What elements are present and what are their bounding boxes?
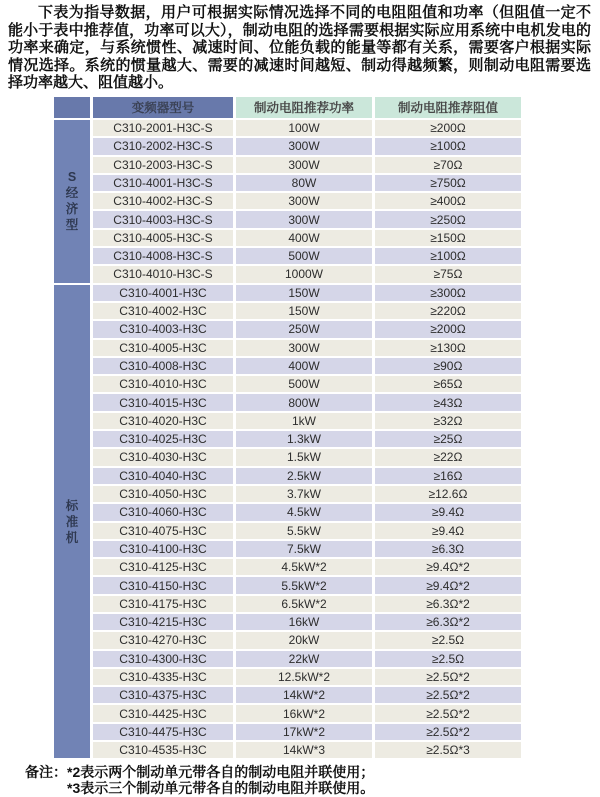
resistance-cell: ≥750Ω <box>375 175 521 191</box>
power-cell: 300W <box>236 138 372 154</box>
table-row <box>54 138 521 154</box>
model-cell: C310-4005-H3C <box>93 340 233 356</box>
model-cell: C310-2001-H3C-S <box>93 120 233 136</box>
model-cell: C310-4040-H3C <box>93 468 233 484</box>
resistance-cell: ≥200Ω <box>375 321 521 337</box>
model-cell: C310-4050-H3C <box>93 486 233 502</box>
resistance-cell: ≥100Ω <box>375 138 521 154</box>
table-row <box>54 449 521 465</box>
model-cell: C310-2002-H3C-S <box>93 138 233 154</box>
power-cell: 300W <box>236 157 372 173</box>
group-label-text: S经济型 <box>65 170 79 233</box>
note-line-1 <box>25 764 600 780</box>
power-cell: 300W <box>236 340 372 356</box>
table-row <box>54 358 521 374</box>
resistance-cell: ≥2.5Ω*2 <box>375 669 521 685</box>
table-row <box>54 687 521 703</box>
table-row <box>54 431 521 447</box>
power-cell: 2.5kW <box>236 468 372 484</box>
power-cell: 3.7kW <box>236 486 372 502</box>
power-cell: 400W <box>236 358 372 374</box>
model-cell: C310-2003-H3C-S <box>93 157 233 173</box>
table-row <box>54 193 521 209</box>
notes <box>25 764 600 796</box>
power-cell: 300W <box>236 211 372 227</box>
table-row <box>54 211 521 227</box>
power-cell: 4.5kW*2 <box>236 559 372 575</box>
table-row <box>54 705 521 721</box>
power-cell: 1kW <box>236 413 372 429</box>
resistance-cell: ≥90Ω <box>375 358 521 374</box>
model-cell: C310-4335-H3C <box>93 669 233 685</box>
resistance-cell: ≥400Ω <box>375 193 521 209</box>
resistance-cell: ≥9.4Ω <box>375 523 521 539</box>
model-cell: C310-4025-H3C <box>93 431 233 447</box>
power-cell: 1000W <box>236 266 372 282</box>
model-cell: C310-4375-H3C <box>93 687 233 703</box>
table-row <box>54 468 521 484</box>
power-cell: 16kW*2 <box>236 705 372 721</box>
column-header-resistance: 制动电阻推荐阻值 <box>375 97 521 118</box>
column-header-model: 变频器型号 <box>93 97 233 118</box>
table-row <box>54 175 521 191</box>
table-row <box>54 321 521 337</box>
model-cell: C310-4001-H3C-S <box>93 175 233 191</box>
power-cell: 16kW <box>236 614 372 630</box>
model-cell: C310-4010-H3C <box>93 376 233 392</box>
power-cell: 300W <box>236 193 372 209</box>
power-cell: 20kW <box>236 632 372 648</box>
power-cell: 100W <box>236 120 372 136</box>
power-cell: 800W <box>236 394 372 410</box>
model-cell: C310-4003-H3C-S <box>93 211 233 227</box>
braking-resistor-table <box>51 95 524 760</box>
resistance-cell: ≥70Ω <box>375 157 521 173</box>
model-cell: C310-4425-H3C <box>93 705 233 721</box>
table-row <box>54 303 521 319</box>
table-row <box>54 523 521 539</box>
table-body <box>54 120 521 758</box>
model-cell: C310-4001-H3C <box>93 285 233 301</box>
intro-paragraph: 下表为指导数据，用户可根据实际情况选择不同的电阻阻值和功率（但阻值一定不能小于表中推荐值，功率可以大），制动电阻的选择需要根据实际应用系统中电机发电的功率来确定，与系统惯性、减速时间、位能负载的能量等都有关系，需要客户根据实际情况选择。系统的惯量越大、需要的减速时间越短、制动得越频繁，则制动电阻需要选择功率越大、阻值越小。 <box>8 4 591 92</box>
resistance-cell: ≥2.5Ω <box>375 632 521 648</box>
column-header-power: 制动电阻推荐功率 <box>236 97 372 118</box>
table-row <box>54 669 521 685</box>
model-cell: C310-4300-H3C <box>93 651 233 667</box>
table-row <box>54 614 521 630</box>
resistance-cell: ≥12.6Ω <box>375 486 521 502</box>
resistance-cell: ≥150Ω <box>375 230 521 246</box>
table-header <box>54 97 521 118</box>
table-row <box>54 413 521 429</box>
table-row <box>54 157 521 173</box>
power-cell: 150W <box>236 285 372 301</box>
table-row <box>54 577 521 593</box>
table-row <box>54 724 521 740</box>
table-row <box>54 230 521 246</box>
power-cell: 400W <box>236 230 372 246</box>
power-cell: 4.5kW <box>236 504 372 520</box>
note-text-1: *2表示两个制动单元带各自的制动电阻并联使用； <box>67 764 375 781</box>
table-row <box>54 559 521 575</box>
table-row <box>54 376 521 392</box>
resistance-cell: ≥220Ω <box>375 303 521 319</box>
resistance-cell: ≥43Ω <box>375 394 521 410</box>
resistance-cell: ≥2.5Ω*2 <box>375 705 521 721</box>
power-cell: 150W <box>236 303 372 319</box>
resistance-cell: ≥250Ω <box>375 211 521 227</box>
power-cell: 1.5kW <box>236 449 372 465</box>
table-row <box>54 596 521 612</box>
resistance-cell: ≥2.5Ω*2 <box>375 724 521 740</box>
power-cell: 1.3kW <box>236 431 372 447</box>
group-label-text: 标准机 <box>65 498 79 545</box>
resistance-cell: ≥130Ω <box>375 340 521 356</box>
table-row <box>54 120 521 136</box>
resistance-cell: ≥25Ω <box>375 431 521 447</box>
resistance-cell: ≥2.5Ω*2 <box>375 687 521 703</box>
table-row <box>54 504 521 520</box>
resistance-cell: ≥22Ω <box>375 449 521 465</box>
resistance-cell: ≥2.5Ω*3 <box>375 742 521 758</box>
model-cell: C310-4075-H3C <box>93 523 233 539</box>
model-cell: C310-4100-H3C <box>93 541 233 557</box>
resistance-cell: ≥200Ω <box>375 120 521 136</box>
resistance-cell: ≥75Ω <box>375 266 521 282</box>
table-row <box>54 340 521 356</box>
table-row <box>54 266 521 282</box>
model-cell: C310-4535-H3C <box>93 742 233 758</box>
resistance-cell: ≥2.5Ω <box>375 651 521 667</box>
resistance-cell: ≥6.3Ω*2 <box>375 596 521 612</box>
table-row <box>54 632 521 648</box>
model-cell: C310-4020-H3C <box>93 413 233 429</box>
resistance-cell: ≥9.4Ω*2 <box>375 577 521 593</box>
power-cell: 80W <box>236 175 372 191</box>
table-row <box>54 248 521 264</box>
notes-prefix: 备注： <box>25 764 67 781</box>
power-cell: 7.5kW <box>236 541 372 557</box>
model-cell: C310-4010-H3C-S <box>93 266 233 282</box>
model-cell: C310-4008-H3C-S <box>93 248 233 264</box>
table-row <box>54 742 521 758</box>
resistance-cell: ≥16Ω <box>375 468 521 484</box>
note-line-2: *3表示三个制动单元带各自的制动电阻并联使用。 <box>67 780 375 797</box>
power-cell: 500W <box>236 248 372 264</box>
power-cell: 5.5kW <box>236 523 372 539</box>
table-row <box>54 651 521 667</box>
resistance-cell: ≥300Ω <box>375 285 521 301</box>
table-row <box>54 486 521 502</box>
resistance-cell: ≥9.4Ω*2 <box>375 559 521 575</box>
header-row <box>54 97 521 118</box>
resistance-cell: ≥6.3Ω*2 <box>375 614 521 630</box>
power-cell: 14kW*3 <box>236 742 372 758</box>
model-cell: C310-4015-H3C <box>93 394 233 410</box>
resistance-cell: ≥6.3Ω <box>375 541 521 557</box>
model-cell: C310-4008-H3C <box>93 358 233 374</box>
resistance-cell: ≥65Ω <box>375 376 521 392</box>
model-cell: C310-4125-H3C <box>93 559 233 575</box>
group-label <box>54 120 90 283</box>
power-cell: 17kW*2 <box>236 724 372 740</box>
model-cell: C310-4002-H3C-S <box>93 193 233 209</box>
power-cell: 500W <box>236 376 372 392</box>
model-cell: C310-4002-H3C <box>93 303 233 319</box>
model-cell: C310-4175-H3C <box>93 596 233 612</box>
group-label <box>54 285 90 759</box>
model-cell: C310-4270-H3C <box>93 632 233 648</box>
resistance-cell: ≥32Ω <box>375 413 521 429</box>
model-cell: C310-4475-H3C <box>93 724 233 740</box>
resistance-cell: ≥9.4Ω <box>375 504 521 520</box>
resistance-cell: ≥100Ω <box>375 248 521 264</box>
power-cell: 6.5kW*2 <box>236 596 372 612</box>
power-cell: 5.5kW*2 <box>236 577 372 593</box>
model-cell: C310-4060-H3C <box>93 504 233 520</box>
power-cell: 14kW*2 <box>236 687 372 703</box>
model-cell: C310-4150-H3C <box>93 577 233 593</box>
table-row <box>54 285 521 301</box>
power-cell: 22kW <box>236 651 372 667</box>
model-cell: C310-4003-H3C <box>93 321 233 337</box>
corner-header-cell <box>54 97 90 118</box>
model-cell: C310-4030-H3C <box>93 449 233 465</box>
table-row <box>54 394 521 410</box>
power-cell: 12.5kW*2 <box>236 669 372 685</box>
power-cell: 250W <box>236 321 372 337</box>
model-cell: C310-4005-H3C-S <box>93 230 233 246</box>
table-row <box>54 541 521 557</box>
model-cell: C310-4215-H3C <box>93 614 233 630</box>
